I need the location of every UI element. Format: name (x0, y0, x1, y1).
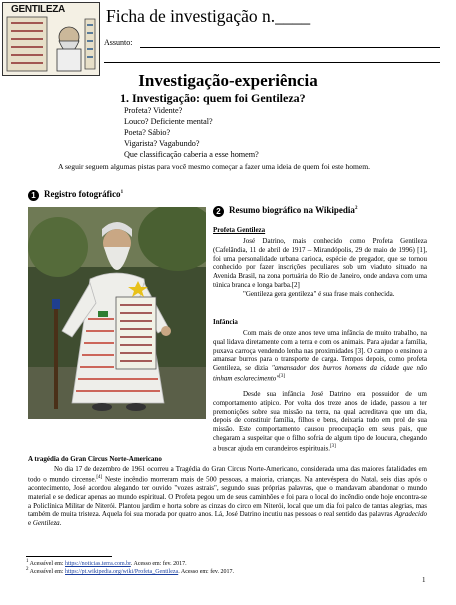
wiki-p2-text: Com mais de onze anos teve uma infância de muito trabalho, na qual lidava diretamente com a terra e com os animais. Para ajudar a família, puxava carroça vendendo lenha nas proximidades [3]. O campo o ensinou a amansar burros para o transporte de carga. Tempos depois, como profeta Gentileza, se dizia (213, 329, 427, 373)
wiki-paragraph-3 (28, 390, 427, 453)
footnote-1 (26, 559, 187, 567)
footnote-link[interactable]: https://noticias.terra.com.br (65, 561, 131, 567)
tragedy-word-2: Gentileza (32, 519, 60, 528)
subject-line[interactable] (140, 47, 440, 48)
footnote-text: Acessível em: (28, 561, 65, 567)
wiki-p1-text: José Datrino, mais conhecido como Profeta Gentileza (Cafelândia, 11 de abril de 1917 – Mirandópolis, 29 de maio de 1996) [1], foi uma personalidade urbana carioca, espécie de pregador, que se tornou conhecido por fazer inscrições peculiares sob um viaduto situado na Avenida Brasil, na zona portuária do Rio de Janeiro, onde andava com uma túnica branca e longa barba.[2] (213, 237, 427, 289)
wiki-p3-text: Desde sua infância José Datrino era possuidor de um comportamento atípico. Por volta dos treze anos de idade, passou a ter premonições sobre sua missão na terra, na qual acreditava que um dia, depois de constituir família, filhos e bens, deixaria tudo em prol de sua missão. Este comportamento causou preocupação em seus pais, que chegaram a suspeitar que o filho sofria de algum tipo de loucura, chegando a buscar ajuda em curandeiros espirituais. (213, 390, 427, 453)
tragedy-text-b: Neste incêndio morreram mais de 500 pessoas, a maioria, crianças. Na antevéspera do Natal, seis dias após o acontecimento, José acordou alegando ter ouvido "vozes astrais", segundo suas próprias palavras, que o mandavam abandonar o mundo material e se dedicar apenas ao mundo espiritual. O Profeta pegou um de seus caminhões e foi para o local do incêndio onde hoje encontra-se a Policlínica Militar de Niterói. Plantou jardim e horta sobre as cinzas do circo em Niterói, local que um dia foi palco de tantas alegrias, mas também de muita tristeza. Aquela foi sua morada por quatro anos. Lá, José Datrino incutiu nas pessoas o real sentido das palavras (28, 475, 427, 519)
wiki-p2-quote: "amansador dos burros homens da cidade que não tinham esclarecimento" (213, 364, 427, 383)
wiki-paragraph-2 (213, 329, 427, 383)
question-item: Poeta? Sábio? (124, 128, 171, 137)
wiki-p3-ref[interactable]: [3] (330, 443, 336, 449)
wiki-subtitle: Profeta Gentileza (213, 226, 266, 234)
tragedy-text-a: No dia 17 de dezembro de 1961 ocorreu a Tragédia do Gran Circus Norte-Americano, considerada uma das maiores fatalidades em todo o mundo circense. (28, 465, 427, 484)
footnote-ref[interactable]: 1 (120, 190, 124, 195)
question-item: Profeta? Vidente? (124, 106, 183, 115)
tragedy-paragraph (28, 465, 427, 528)
photo-section-title: Registro fotográfico (44, 189, 121, 199)
footnote-ref[interactable]: 2 (354, 206, 358, 211)
photo-illustration (28, 207, 206, 419)
footnote-number: 2 (26, 567, 29, 572)
tragedy-text (28, 465, 427, 528)
photo-section-heading (28, 189, 123, 201)
wiki-paragraph-1 (213, 237, 427, 299)
page-number: 1 (422, 576, 426, 584)
gentileza-logo (2, 2, 100, 76)
wiki-section-heading (213, 205, 357, 217)
main-heading: Investigação-experiência (138, 71, 318, 90)
footnote-number: 1 (26, 559, 29, 564)
section1-title: 1. Investigação: quem foi Gentileza? (120, 91, 306, 105)
wiki-p2-ref[interactable]: [3] (279, 373, 286, 379)
footnote-link[interactable]: https://pt.wikipedia.org/wiki/Profeta_Gentileza (65, 569, 179, 575)
tragedy-text-end: . (59, 519, 62, 528)
logo-text: GENTILEZA (11, 4, 65, 15)
subject-label: Assunto: (104, 38, 133, 47)
tragedy-ref[interactable]: [4] (96, 474, 103, 480)
wiki-p3 (28, 390, 427, 453)
wiki-section-title: Resumo biográfico na Wikipedia (229, 205, 355, 215)
infancia-title: Infância (213, 318, 238, 326)
tragedy-word-1: Agradecido (394, 510, 427, 519)
intro-text: A seguir seguem algumas pistas para você mesmo começar a fazer uma ideia de quem foi este homem. (58, 162, 371, 171)
tragedy-title: A tragédia do Gran Circus Norte-Americano (28, 455, 162, 463)
footnote-2 (26, 567, 234, 575)
wiki-p1-quote: "Gentileza gera gentileza" é sua frase mais conhecida. (243, 289, 395, 298)
section-number-badge: 1 (28, 190, 39, 201)
intro-paragraph (24, 162, 444, 172)
question-item: Vigarista? Vagabundo? (124, 139, 200, 148)
question-item: Louco? Deficiente mental? (124, 117, 213, 126)
question-item: Que classificação caberia a esse homem? (124, 150, 259, 159)
gentileza-photo (28, 207, 206, 419)
tragedy-text-mid: e (28, 519, 33, 528)
subject-line-2[interactable] (104, 62, 440, 63)
section-number-badge: 2 (213, 206, 224, 217)
footnote-text: . Acesso em: fev. 2017. (178, 569, 234, 575)
footnote-text: Acessível em: (28, 569, 65, 575)
footnote-divider (26, 556, 112, 557)
wiki-p2 (213, 329, 427, 383)
sheet-title: Ficha de investigação n.____ (106, 6, 311, 26)
footnote-text: . Acesso em: fev. 2017. (130, 561, 187, 567)
wiki-subtitle-wrap (213, 226, 427, 235)
